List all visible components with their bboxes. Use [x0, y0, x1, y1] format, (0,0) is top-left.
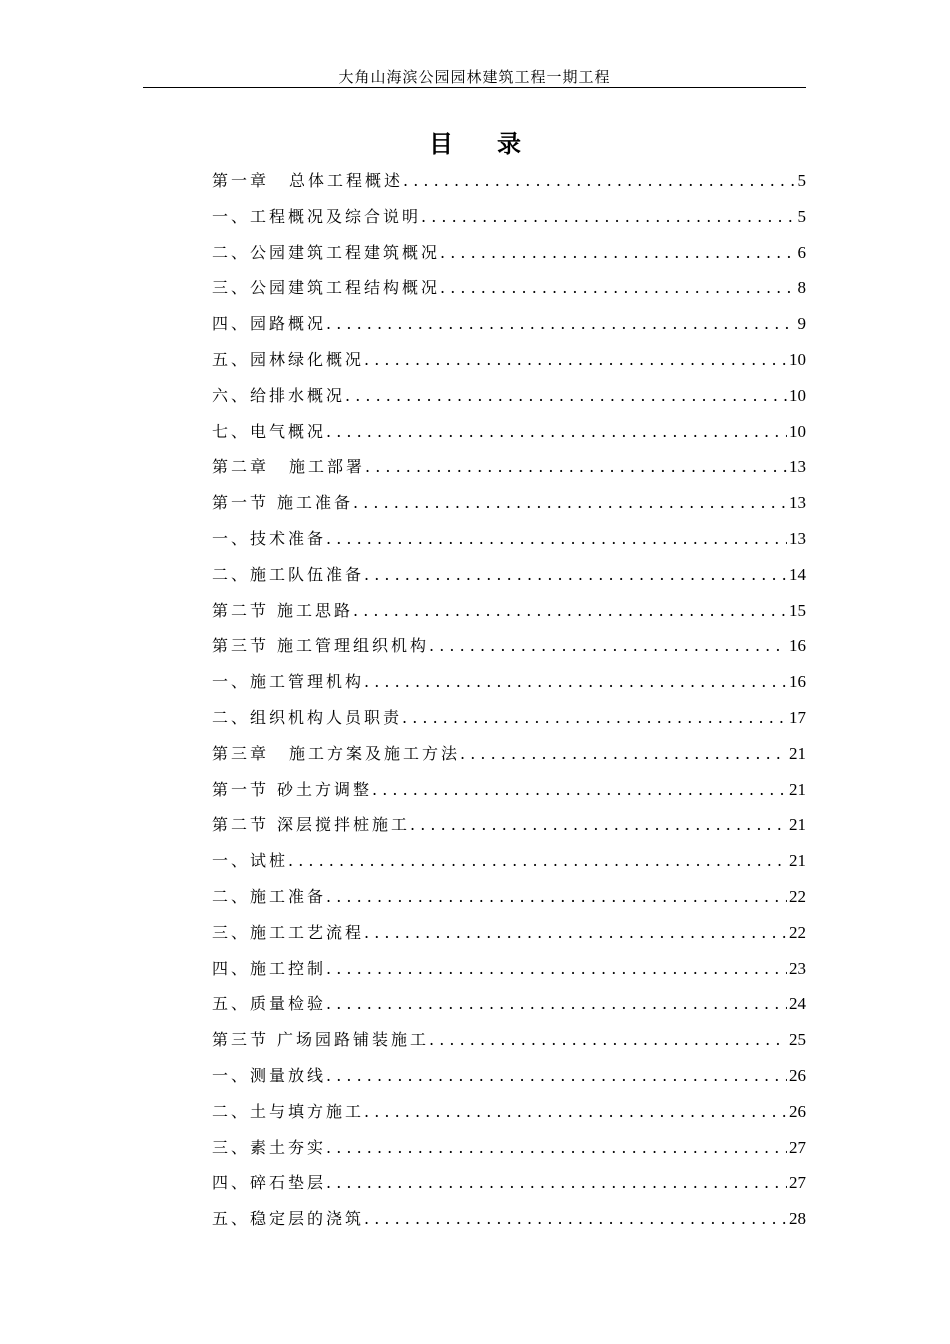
toc-entry[interactable] [212, 347, 806, 383]
toc-entry-text: 施工方案及施工方法 [289, 743, 461, 763]
toc-entry-text: 一、工程概况及综合说明 [212, 206, 422, 226]
dot-leader [460, 744, 787, 763]
toc-page-number: 10 [789, 349, 806, 369]
toc-page-number: 27 [789, 1137, 806, 1157]
toc-entry-text: 二、公园建筑工程建筑概况 [212, 242, 441, 262]
toc-entry-title [212, 1099, 364, 1122]
toc-entry-title [212, 419, 326, 442]
toc-entry-title [212, 669, 364, 692]
toc-entry-title [212, 562, 364, 585]
toc-entry-title [212, 1135, 326, 1158]
toc-entry-title [212, 884, 326, 907]
toc-entry-title [212, 490, 353, 513]
toc-entry-text: 七、电气概况 [212, 421, 327, 441]
toc-entry-label: 第二章 [212, 457, 270, 477]
toc-page-number: 9 [797, 314, 806, 334]
dot-leader [326, 1138, 787, 1157]
toc-entry-text: 三、素土夯实 [212, 1137, 327, 1157]
page-title: 目录 [429, 129, 565, 158]
toc-entry[interactable] [212, 848, 806, 884]
toc-entry-title [212, 920, 364, 943]
dot-leader [353, 493, 787, 512]
toc-entry-title [212, 275, 440, 298]
dot-leader [353, 601, 787, 620]
toc-page-number: 21 [789, 851, 806, 871]
toc-entry[interactable] [212, 1027, 806, 1063]
toc-entry-label: 第三章 [212, 743, 270, 763]
toc-page-number: 15 [789, 600, 806, 620]
dot-leader [326, 422, 787, 441]
toc-entry-text: 六、给排水概况 [212, 385, 346, 405]
toc-entry-title [212, 526, 326, 549]
toc-entry-label: 第一节 [212, 493, 270, 513]
toc-entry[interactable] [212, 1206, 806, 1242]
toc-page-number: 21 [789, 779, 806, 799]
toc-entry[interactable] [212, 1063, 806, 1099]
toc-entry-text: 二、土与填方施工 [212, 1101, 365, 1121]
dot-leader [365, 457, 787, 476]
dot-leader [326, 887, 787, 906]
toc-entry[interactable] [212, 669, 806, 705]
toc-page-number: 14 [789, 564, 806, 584]
dot-leader [372, 780, 787, 799]
toc-entry[interactable] [212, 240, 806, 276]
toc-entry-title [212, 204, 421, 227]
toc-entry[interactable] [212, 490, 806, 526]
toc-entry-text: 四、碎石垫层 [212, 1173, 327, 1193]
running-header: 大角山海滨公园园林建筑工程一期工程 [338, 68, 611, 86]
dot-leader [326, 959, 787, 978]
toc-entry-label: 第一章 [212, 171, 270, 190]
toc-entry[interactable] [212, 920, 806, 956]
toc-page-number: 17 [789, 707, 806, 727]
toc-entry-title [212, 956, 326, 979]
dot-leader [345, 386, 787, 405]
toc-entry[interactable] [212, 956, 806, 992]
toc-page-number: 13 [789, 528, 806, 548]
toc-entry-title [212, 1063, 326, 1086]
toc-page-number: 13 [789, 493, 806, 513]
dot-leader [326, 529, 787, 548]
toc-entry[interactable] [212, 633, 806, 669]
toc-entry[interactable] [212, 311, 806, 347]
toc-entry-title [212, 777, 372, 800]
toc-page-number: 5 [797, 206, 806, 226]
toc-entry-text: 一、试桩 [212, 851, 289, 871]
toc-entry-title [212, 454, 365, 477]
toc-entry-text: 施工部署 [289, 457, 366, 477]
toc-entry-title [212, 1206, 364, 1229]
toc-entry-title [212, 705, 402, 728]
dot-leader [364, 565, 787, 584]
toc-entry-title [212, 311, 326, 334]
toc-entry-text: 四、施工控制 [212, 958, 327, 978]
toc-entry-text: 砂土方调整 [277, 779, 373, 799]
toc-entry-text: 二、组织机构人员职责 [212, 707, 403, 727]
toc-entry-title [212, 812, 410, 835]
dot-leader [364, 1209, 787, 1228]
toc-entry[interactable] [212, 884, 806, 920]
toc-entry-text: 三、施工工艺流程 [212, 922, 365, 942]
toc-entry-text: 四、园路概况 [212, 314, 327, 334]
toc-entry-text: 施工管理组织机构 [277, 636, 430, 656]
toc-page-number: 26 [789, 1065, 806, 1085]
dot-leader [429, 636, 787, 655]
toc-page-number: 10 [789, 421, 806, 441]
dot-leader [421, 207, 795, 226]
toc-entry-text: 五、质量检验 [212, 994, 327, 1014]
toc-entry-text: 一、施工管理机构 [212, 672, 365, 692]
toc-entry-text: 二、施工队伍准备 [212, 564, 365, 584]
toc-entry-title [212, 848, 288, 871]
toc-entry[interactable] [212, 598, 806, 634]
toc-page-number: 16 [789, 672, 806, 692]
toc-page-number: 27 [789, 1173, 806, 1193]
dot-leader [429, 1030, 787, 1049]
toc-entry[interactable] [212, 526, 806, 562]
toc-entry[interactable] [212, 991, 806, 1027]
toc-entry-text: 广场园路铺装施工 [277, 1030, 430, 1050]
toc-entry-label: 第三节 [212, 1030, 270, 1050]
dot-leader [364, 1102, 787, 1121]
toc-entry-text: 五、园林绿化概况 [212, 349, 365, 369]
dot-leader [326, 1066, 787, 1085]
toc-entry-label: 第二节 [212, 815, 270, 835]
toc-entry-title [212, 168, 403, 191]
toc-entry[interactable] [212, 168, 806, 204]
toc-entry-label: 第三节 [212, 636, 270, 656]
toc-entry[interactable] [212, 562, 806, 598]
toc-entry[interactable] [212, 454, 806, 490]
toc-entry-text: 三、公园建筑工程结构概况 [212, 278, 441, 298]
dot-leader [326, 314, 795, 333]
toc-entry[interactable] [212, 1170, 806, 1206]
toc-page-number: 21 [789, 743, 806, 763]
toc-page-number: 8 [797, 278, 806, 298]
toc-page-number: 13 [789, 457, 806, 477]
toc-entry-text: 深层搅拌桩施工 [277, 815, 411, 835]
toc-entry-title [212, 633, 429, 656]
dot-leader [364, 672, 787, 691]
toc-page-number: 5 [797, 171, 806, 190]
toc-entry-text: 五、稳定层的浇筑 [212, 1209, 365, 1229]
toc-page-number: 23 [789, 958, 806, 978]
toc-page-number: 22 [789, 922, 806, 942]
toc-entry-text: 总体工程概述 [289, 171, 404, 190]
toc-entry-text: 施工准备 [277, 493, 354, 513]
dot-leader [440, 243, 795, 262]
dot-leader [403, 171, 795, 190]
toc-entry-label: 第一节 [212, 779, 270, 799]
toc-entry-title [212, 383, 345, 406]
toc-page-number: 10 [789, 385, 806, 405]
toc-entry[interactable] [212, 1135, 806, 1171]
toc-entry-label: 第二节 [212, 600, 270, 620]
toc-entry[interactable] [212, 1099, 806, 1135]
dot-leader [364, 350, 787, 369]
toc-entry[interactable] [212, 741, 806, 777]
toc-page-number: 16 [789, 636, 806, 656]
toc-entry[interactable] [212, 275, 806, 311]
toc-entry-text: 一、技术准备 [212, 528, 327, 548]
dot-leader [326, 994, 787, 1013]
toc-entry[interactable] [212, 204, 806, 240]
toc-entry-title [212, 240, 440, 263]
toc-page-number: 28 [789, 1209, 806, 1229]
toc-page-number: 24 [789, 994, 806, 1014]
toc-entry-title [212, 991, 326, 1014]
dot-leader [326, 1173, 787, 1192]
toc-page-number: 6 [797, 242, 806, 262]
toc-page-number: 21 [789, 815, 806, 835]
toc-entry-title [212, 1170, 326, 1193]
toc-entry-text: 一、测量放线 [212, 1065, 327, 1085]
dot-leader [440, 278, 795, 297]
toc-page-number: 26 [789, 1101, 806, 1121]
toc-entry[interactable] [212, 777, 806, 813]
dot-leader [364, 923, 787, 942]
header-rule [143, 87, 806, 88]
toc-entry-title [212, 741, 460, 764]
toc-entry[interactable] [212, 705, 806, 741]
toc-entry[interactable] [212, 812, 806, 848]
toc-page-number: 25 [789, 1030, 806, 1050]
toc-entry-text: 二、施工准备 [212, 886, 327, 906]
toc-entry-title [212, 347, 364, 370]
toc-entry[interactable] [212, 419, 806, 455]
toc-page-number: 22 [789, 886, 806, 906]
dot-leader [288, 851, 787, 870]
dot-leader [402, 708, 787, 727]
toc-entry-title [212, 1027, 429, 1050]
table-of-contents [212, 168, 806, 1242]
toc-entry[interactable] [212, 383, 806, 419]
toc-entry-text: 施工思路 [277, 600, 354, 620]
toc-entry-title [212, 598, 353, 621]
dot-leader [410, 815, 787, 834]
